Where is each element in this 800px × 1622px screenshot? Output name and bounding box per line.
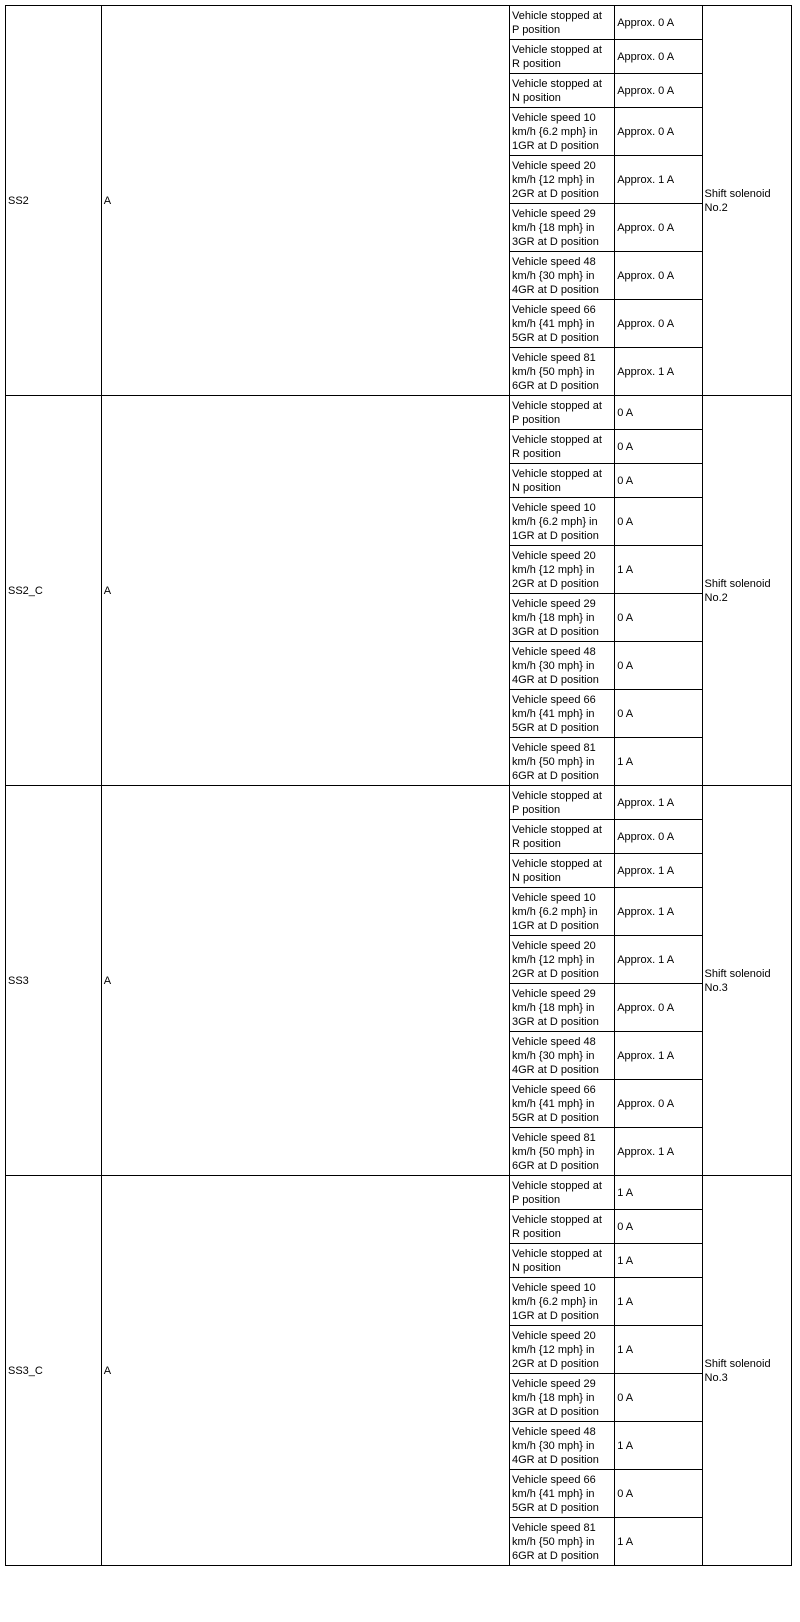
value-cell: Approx. 0 A <box>615 108 702 156</box>
condition-cell: Vehicle speed 81 km/h {50 mph} in 6GR at D position <box>510 738 615 786</box>
condition-cell: Vehicle speed 48 km/h {30 mph} in 4GR at D position <box>510 252 615 300</box>
condition-cell: Vehicle stopped at P position <box>510 6 615 40</box>
condition-cell: Vehicle speed 66 km/h {41 mph} in 5GR at D position <box>510 300 615 348</box>
component-function: Shift solenoid No.3 <box>702 786 791 1176</box>
value-cell: 0 A <box>615 498 702 546</box>
condition-cell: Vehicle stopped at R position <box>510 40 615 74</box>
value-cell: 1 A <box>615 1422 702 1470</box>
condition-cell: Vehicle speed 29 km/h {18 mph} in 3GR at D position <box>510 984 615 1032</box>
condition-cell: Vehicle speed 81 km/h {50 mph} in 6GR at D position <box>510 1128 615 1176</box>
condition-cell: Vehicle stopped at R position <box>510 820 615 854</box>
value-cell: Approx. 0 A <box>615 1080 702 1128</box>
condition-cell: Vehicle speed 48 km/h {30 mph} in 4GR at D position <box>510 1032 615 1080</box>
value-cell: Approx. 0 A <box>615 300 702 348</box>
solenoid-data-table <box>5 5 792 1566</box>
spec-document <box>5 5 792 1566</box>
condition-cell: Vehicle stopped at P position <box>510 786 615 820</box>
value-cell: 0 A <box>615 1470 702 1518</box>
value-cell: Approx. 0 A <box>615 204 702 252</box>
condition-cell: Vehicle speed 20 km/h {12 mph} in 2GR at D position <box>510 156 615 204</box>
measurement-unit: A <box>101 1176 509 1566</box>
value-cell: Approx. 0 A <box>615 820 702 854</box>
condition-cell: Vehicle stopped at R position <box>510 430 615 464</box>
condition-cell: Vehicle speed 66 km/h {41 mph} in 5GR at D position <box>510 1470 615 1518</box>
condition-cell: Vehicle stopped at N position <box>510 1244 615 1278</box>
value-cell: Approx. 0 A <box>615 252 702 300</box>
condition-cell: Vehicle stopped at N position <box>510 464 615 498</box>
value-cell: 0 A <box>615 464 702 498</box>
condition-cell: Vehicle speed 66 km/h {41 mph} in 5GR at D position <box>510 690 615 738</box>
value-cell: Approx. 1 A <box>615 348 702 396</box>
table-row <box>6 1176 792 1210</box>
value-cell: Approx. 1 A <box>615 1032 702 1080</box>
condition-cell: Vehicle stopped at P position <box>510 1176 615 1210</box>
value-cell: 0 A <box>615 642 702 690</box>
component-function: Shift solenoid No.3 <box>702 1176 791 1566</box>
condition-cell: Vehicle speed 66 km/h {41 mph} in 5GR at D position <box>510 1080 615 1128</box>
measurement-unit: A <box>101 786 509 1176</box>
condition-cell: Vehicle speed 10 km/h {6.2 mph} in 1GR at D position <box>510 108 615 156</box>
value-cell: Approx. 1 A <box>615 786 702 820</box>
value-cell: Approx. 0 A <box>615 40 702 74</box>
condition-cell: Vehicle speed 48 km/h {30 mph} in 4GR at D position <box>510 1422 615 1470</box>
condition-cell: Vehicle speed 29 km/h {18 mph} in 3GR at D position <box>510 1374 615 1422</box>
condition-cell: Vehicle speed 29 km/h {18 mph} in 3GR at D position <box>510 594 615 642</box>
condition-cell: Vehicle speed 81 km/h {50 mph} in 6GR at D position <box>510 1518 615 1566</box>
value-cell: 0 A <box>615 1210 702 1244</box>
condition-cell: Vehicle speed 20 km/h {12 mph} in 2GR at D position <box>510 936 615 984</box>
value-cell: 0 A <box>615 1374 702 1422</box>
condition-cell: Vehicle speed 10 km/h {6.2 mph} in 1GR at D position <box>510 888 615 936</box>
value-cell: 0 A <box>615 594 702 642</box>
table-row <box>6 786 792 820</box>
condition-cell: Vehicle stopped at R position <box>510 1210 615 1244</box>
table-row <box>6 6 792 40</box>
value-cell: Approx. 1 A <box>615 156 702 204</box>
value-cell: Approx. 1 A <box>615 936 702 984</box>
value-cell: Approx. 1 A <box>615 888 702 936</box>
value-cell: Approx. 0 A <box>615 6 702 40</box>
component-function: Shift solenoid No.2 <box>702 6 791 396</box>
condition-cell: Vehicle stopped at N position <box>510 854 615 888</box>
value-cell: Approx. 0 A <box>615 74 702 108</box>
condition-cell: Vehicle stopped at N position <box>510 74 615 108</box>
measurement-unit: A <box>101 396 509 786</box>
value-cell: 1 A <box>615 738 702 786</box>
value-cell: 1 A <box>615 1244 702 1278</box>
table-row <box>6 396 792 430</box>
condition-cell: Vehicle speed 29 km/h {18 mph} in 3GR at D position <box>510 204 615 252</box>
value-cell: 1 A <box>615 1176 702 1210</box>
condition-cell: Vehicle speed 20 km/h {12 mph} in 2GR at D position <box>510 1326 615 1374</box>
signal-symbol: SS3 <box>6 786 102 1176</box>
value-cell: Approx. 0 A <box>615 984 702 1032</box>
condition-cell: Vehicle speed 20 km/h {12 mph} in 2GR at D position <box>510 546 615 594</box>
value-cell: Approx. 1 A <box>615 1128 702 1176</box>
condition-cell: Vehicle speed 10 km/h {6.2 mph} in 1GR at D position <box>510 1278 615 1326</box>
value-cell: 0 A <box>615 690 702 738</box>
value-cell: 1 A <box>615 1518 702 1566</box>
condition-cell: Vehicle speed 48 km/h {30 mph} in 4GR at D position <box>510 642 615 690</box>
condition-cell: Vehicle speed 10 km/h {6.2 mph} in 1GR at D position <box>510 498 615 546</box>
measurement-unit: A <box>101 6 509 396</box>
signal-symbol: SS2 <box>6 6 102 396</box>
value-cell: 1 A <box>615 1326 702 1374</box>
value-cell: Approx. 1 A <box>615 854 702 888</box>
signal-symbol: SS3_C <box>6 1176 102 1566</box>
signal-symbol: SS2_C <box>6 396 102 786</box>
value-cell: 1 A <box>615 546 702 594</box>
condition-cell: Vehicle speed 81 km/h {50 mph} in 6GR at D position <box>510 348 615 396</box>
value-cell: 0 A <box>615 430 702 464</box>
value-cell: 0 A <box>615 396 702 430</box>
value-cell: 1 A <box>615 1278 702 1326</box>
component-function: Shift solenoid No.2 <box>702 396 791 786</box>
condition-cell: Vehicle stopped at P position <box>510 396 615 430</box>
